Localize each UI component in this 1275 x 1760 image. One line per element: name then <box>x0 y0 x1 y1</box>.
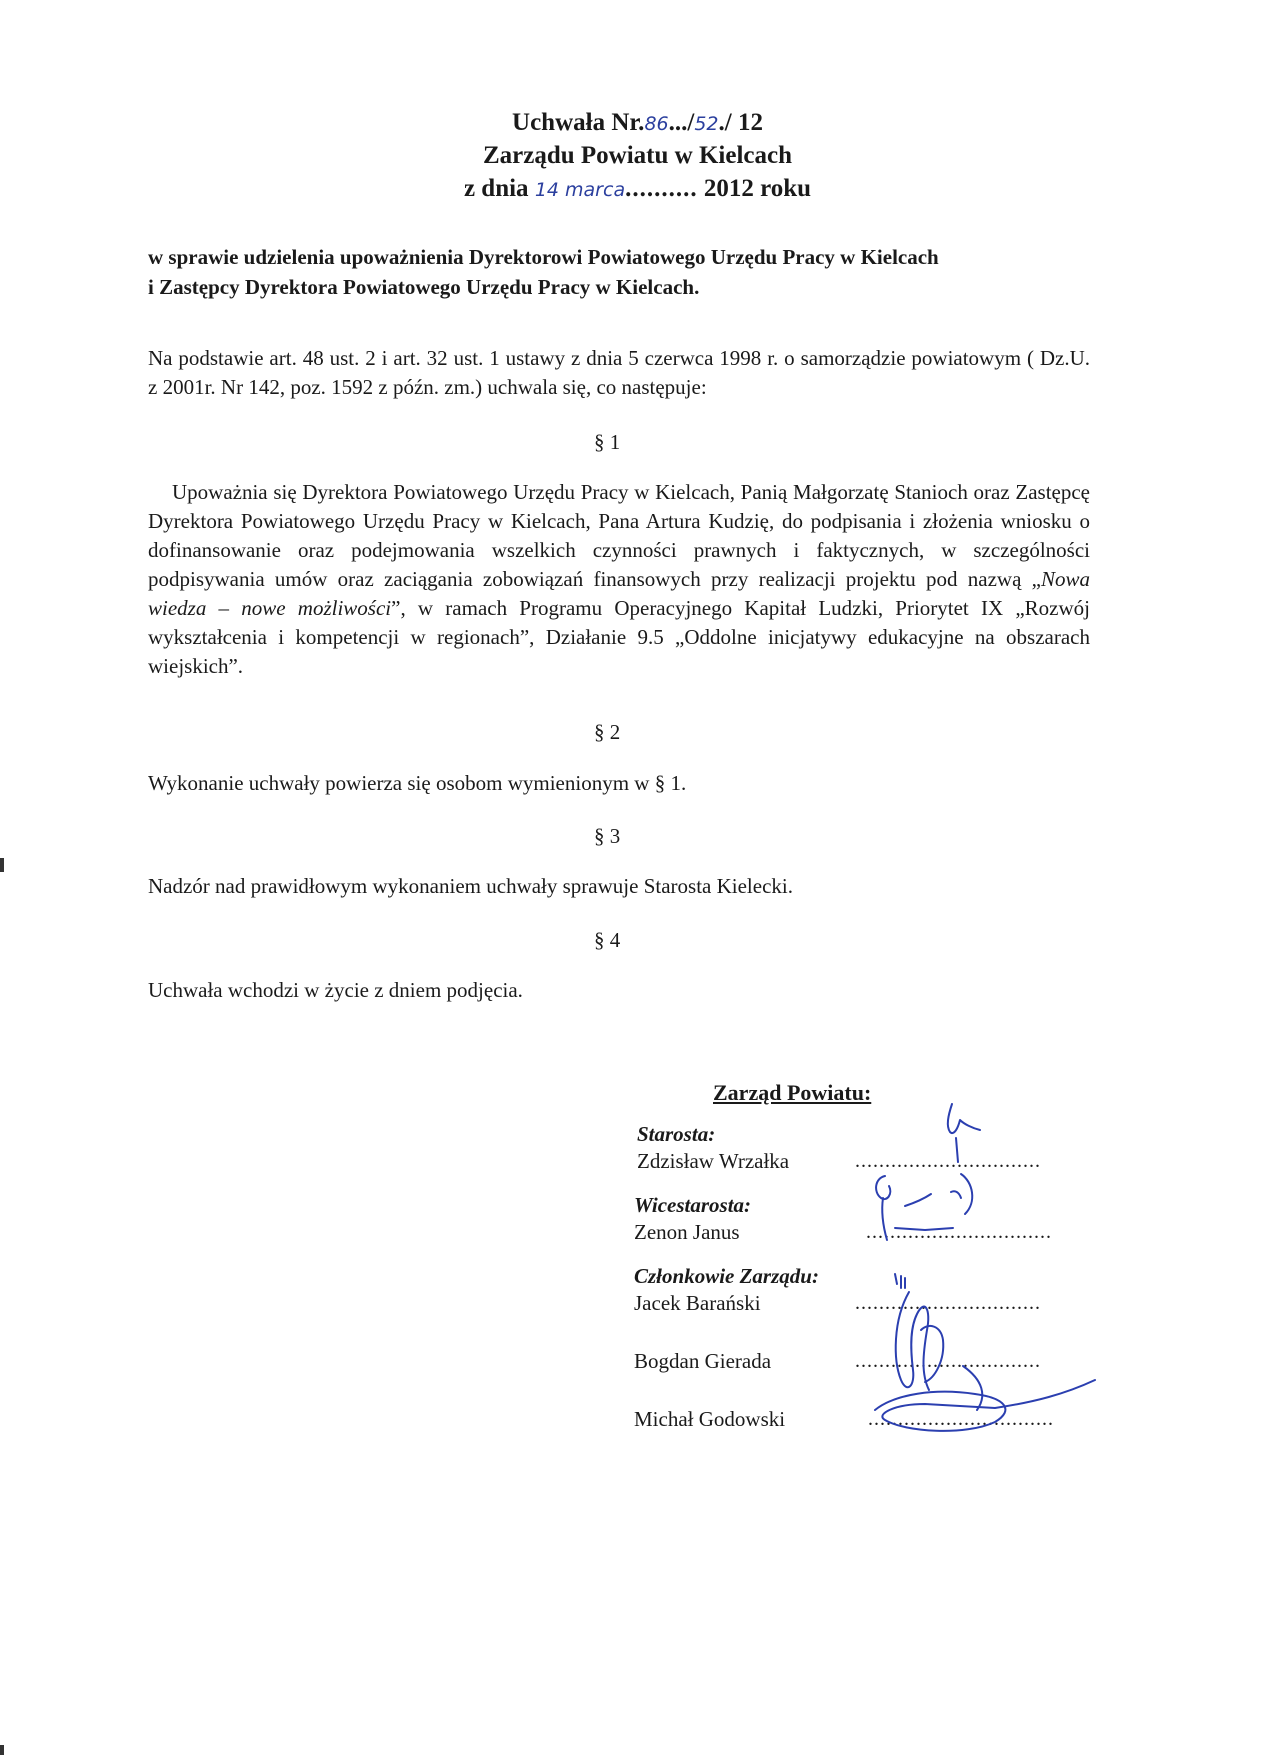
role-wicestarosta: Wicestarosta: <box>634 1193 752 1217</box>
resolution-number-line <box>0 107 1275 140</box>
signature-line-member-3: ............................... <box>868 1408 1054 1430</box>
number-year: ./ 12 <box>718 109 763 136</box>
subject-line-2: i Zastępcy Dyrektora Powiatowego Urzędu Pracy w Kielcach. <box>148 275 700 299</box>
handwritten-number: 86 <box>644 113 669 135</box>
section-3-text: Nadzór nad prawidłowym wykonaniem uchwały sprawuje Starosta Kielecki. <box>148 874 793 898</box>
name-member-2: Bogdan Gierada <box>634 1349 772 1373</box>
project-name: Nowa wiedza – nowe możliwości <box>148 567 1090 620</box>
number-separator: .../ <box>668 109 695 136</box>
name-wicestarosta: Zenon Janus <box>634 1220 740 1244</box>
subject-line-1: w sprawie udzielenia upoważnienia Dyrektorowi Powiatowego Urzędu Pracy w Kielcach <box>148 245 939 269</box>
signature-block-title: Zarząd Powiatu: <box>713 1080 872 1105</box>
role-starosta: Starosta: <box>637 1122 716 1146</box>
section-2-label: § 2 <box>594 720 621 744</box>
date-year: 2012 roku <box>697 175 812 202</box>
section-1-text-part1: Upoważnia się Dyrektora Powiatowego Urzędu Pracy w Kielcach, Panią Małgorzatę Stanioch oraz Zastępcę Dyrektora Powiatowego Urzędu Pracy w Kielcach, Pana Artura Kudzię, do podpisania i złożenia wniosku o dofinansowanie oraz podejmowania wszelkich czynności prawnych i faktycznych, w szczególności podpisywania umów oraz zaciągania zobowiązań finansowych przy realizacji projektu pod nazwą „ <box>148 480 1090 591</box>
scan-margin-mark <box>0 858 4 872</box>
name-member-3: Michał Godowski <box>634 1407 786 1431</box>
handwritten-session-number: 52 <box>694 113 719 135</box>
scan-margin-mark-bottom <box>0 1745 4 1755</box>
handwritten-signature-members <box>865 1270 1105 1440</box>
signature-line-member-2: ............................... <box>855 1350 1041 1372</box>
handwritten-signature-starosta <box>940 1098 1000 1168</box>
resolution-date-line <box>0 173 1275 206</box>
handwritten-signature-wicestarosta <box>865 1168 1005 1248</box>
signature-line-starosta: ............................... <box>855 1150 1041 1172</box>
section-2-text: Wykonanie uchwały powierza się osobom wymienionym w § 1. <box>148 771 687 795</box>
date-prefix: z dnia <box>463 175 535 202</box>
handwritten-date: 14 marca <box>534 179 626 201</box>
section-1-label: § 1 <box>594 430 621 454</box>
section-3-label: § 3 <box>594 824 621 848</box>
section-4-label: § 4 <box>594 928 621 952</box>
date-dots: .......... <box>625 175 698 202</box>
name-member-1: Jacek Barański <box>634 1291 761 1315</box>
subject <box>148 242 1088 302</box>
section-4-text: Uchwała wchodzi w życie z dniem podjęcia. <box>148 978 523 1002</box>
name-starosta: Zdzisław Wrzałka <box>637 1149 790 1173</box>
section-1-text-part2: ”, w ramach Programu Operacyjnego Kapitał Ludzki, Priorytet IX „Rozwój wykształcenia i kompetencji w regionach”, Działanie 9.5 „Oddolne inicjatywy edukacyjne na obszarach wiejskich”. <box>148 596 1090 678</box>
signature-line-wicestarosta: ............................... <box>866 1221 1052 1243</box>
role-members: Członkowie Zarządu: <box>634 1264 819 1288</box>
board-name: Zarządu Powiatu w Kielcach <box>482 142 792 169</box>
section-1-text <box>148 478 1090 681</box>
resolution-number-prefix: Uchwała Nr. <box>512 109 645 136</box>
signature-line-member-1: ............................... <box>855 1292 1041 1314</box>
preamble: Na podstawie art. 48 ust. 2 i art. 32 ust. 1 ustawy z dnia 5 czerwca 1998 r. o samorządzie powiatowym ( Dz.U. z 2001r. Nr 142, poz. 1592 z późn. zm.) uchwala się, co następuje: <box>148 346 1090 399</box>
